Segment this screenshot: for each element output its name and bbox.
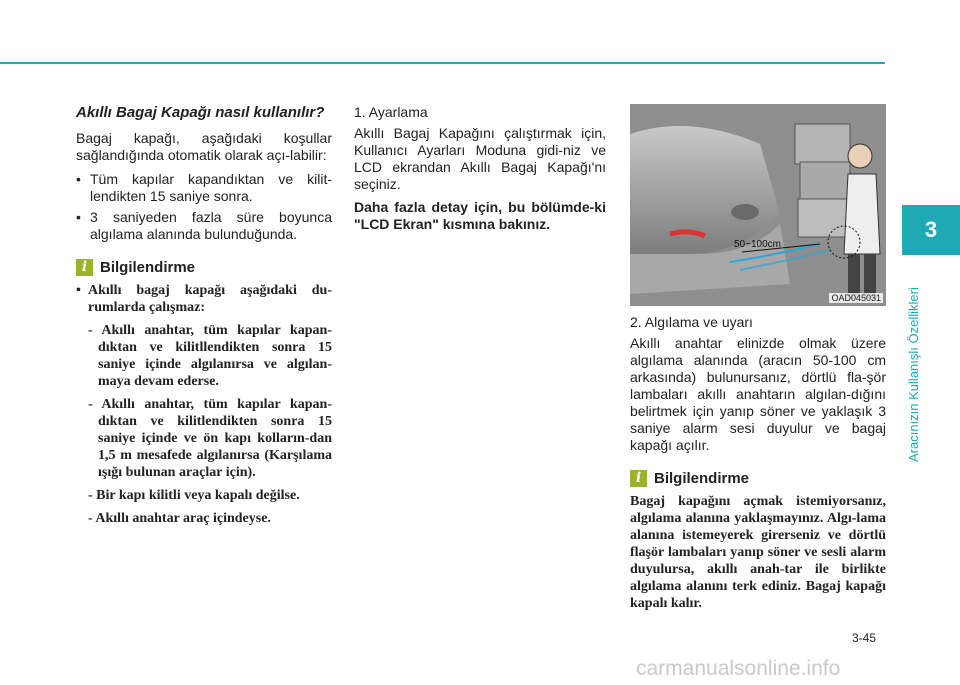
chapter-tab: 3: [902, 205, 960, 255]
section-heading: Akıllı Bagaj Kapağı nasıl kullanılır?: [76, 104, 325, 121]
page-number: 3-45: [852, 631, 877, 645]
info-dash-item: - Akıllı anahtar araç içindeyse.: [88, 511, 271, 526]
watermark: carmanualsonline.info: [636, 657, 841, 680]
info-title: Bilgilendirme: [654, 470, 750, 487]
info-icon: i: [630, 470, 647, 487]
step-title: 1. Ayarlama: [354, 104, 428, 120]
step-title: 2. Algılama ve uyarı: [630, 314, 753, 330]
conditions-list: [76, 171, 332, 243]
note-bold: Daha fazla detay için, bu bölümde-ki "LCD Ekran" kısmına bakınız.: [354, 199, 606, 232]
chapter-title: Aracınızın Kullanışlı Özellikleri: [906, 287, 921, 462]
car-rear-drawing: [630, 104, 886, 306]
figure-code: OAD045031: [831, 293, 881, 303]
info-title: Bilgilendirme: [100, 259, 196, 276]
info-dash-item: - Akıllı anahtar, tüm kapılar kapan-dıktan ve kilitllendikten sonra 15 saniye içinde algılanırsa ve algılan-maya devam ederse.: [88, 323, 332, 389]
distance-label: 50~100cm: [734, 239, 781, 250]
step-text: Akıllı anahtar elinizde olmak üzere algılama alanında (aracın 50-100 cm arkasında) bulunursanız, dörtlü fla-şör lambaları akıllı anahtarın algılan-dığını belirtmek için yanıp söner ve yaklaşık 3 saniye alarm sesi duyulur ve bagaj kapağı açılır.: [630, 335, 886, 453]
step-text: Akıllı Bagaj Kapağını çalıştırmak için, Kullanıcı Ayarları Moduna gidi-niz ve LCD ekrandan Akıllı Bagaj Kapağı'nı seçiniz.: [354, 125, 606, 192]
trunk-illustration: [630, 104, 886, 306]
column-1: [76, 104, 332, 527]
info-icon: i: [76, 259, 93, 276]
info-text: Bagaj kapağını açmak istemiyorsanız, algılama alanına yaklaşmayınız. Algı-lama alanına istemeyerek girerseniz ve dörtlü flaşör lambaları yanıp söner ve sesli alarm duyulursa, akıllı anah-tar ile birlikte algılama alanını terk ediniz. Bagaj kapağı kapalı kalır.: [630, 494, 886, 611]
info-header: [76, 259, 332, 276]
list-item: • 3 saniyeden fazla süre boyunca algılama alanında bulunduğunda.: [76, 209, 332, 243]
info-header: [630, 470, 886, 487]
column-2: [354, 104, 606, 233]
header-rule: [0, 62, 885, 64]
info-dash-item: - Akıllı anahtar, tüm kapılar kapan-dıktan ve kilitlendikten sonra 15 saniye içinde ve ön kapı kolların-dan 1,5 m mesafede algılanırsa (Karşılama ışığı bulunan araçlar için).: [88, 397, 332, 480]
list-item: • Tüm kapılar kapandıktan ve kilit-lendikten 15 saniye sonra.: [76, 171, 332, 205]
info-dash-item: - Bir kapı kilitli veya kapalı değilse.: [88, 488, 300, 503]
info-bullet: • Akıllı bagaj kapağı aşağıdaki du-rumlarda çalışmaz:: [76, 282, 332, 316]
column-3: [630, 104, 886, 612]
intro-paragraph: Bagaj kapağı, aşağıdaki koşullar sağlandığında otomatik olarak açı-labilir:: [76, 130, 332, 163]
